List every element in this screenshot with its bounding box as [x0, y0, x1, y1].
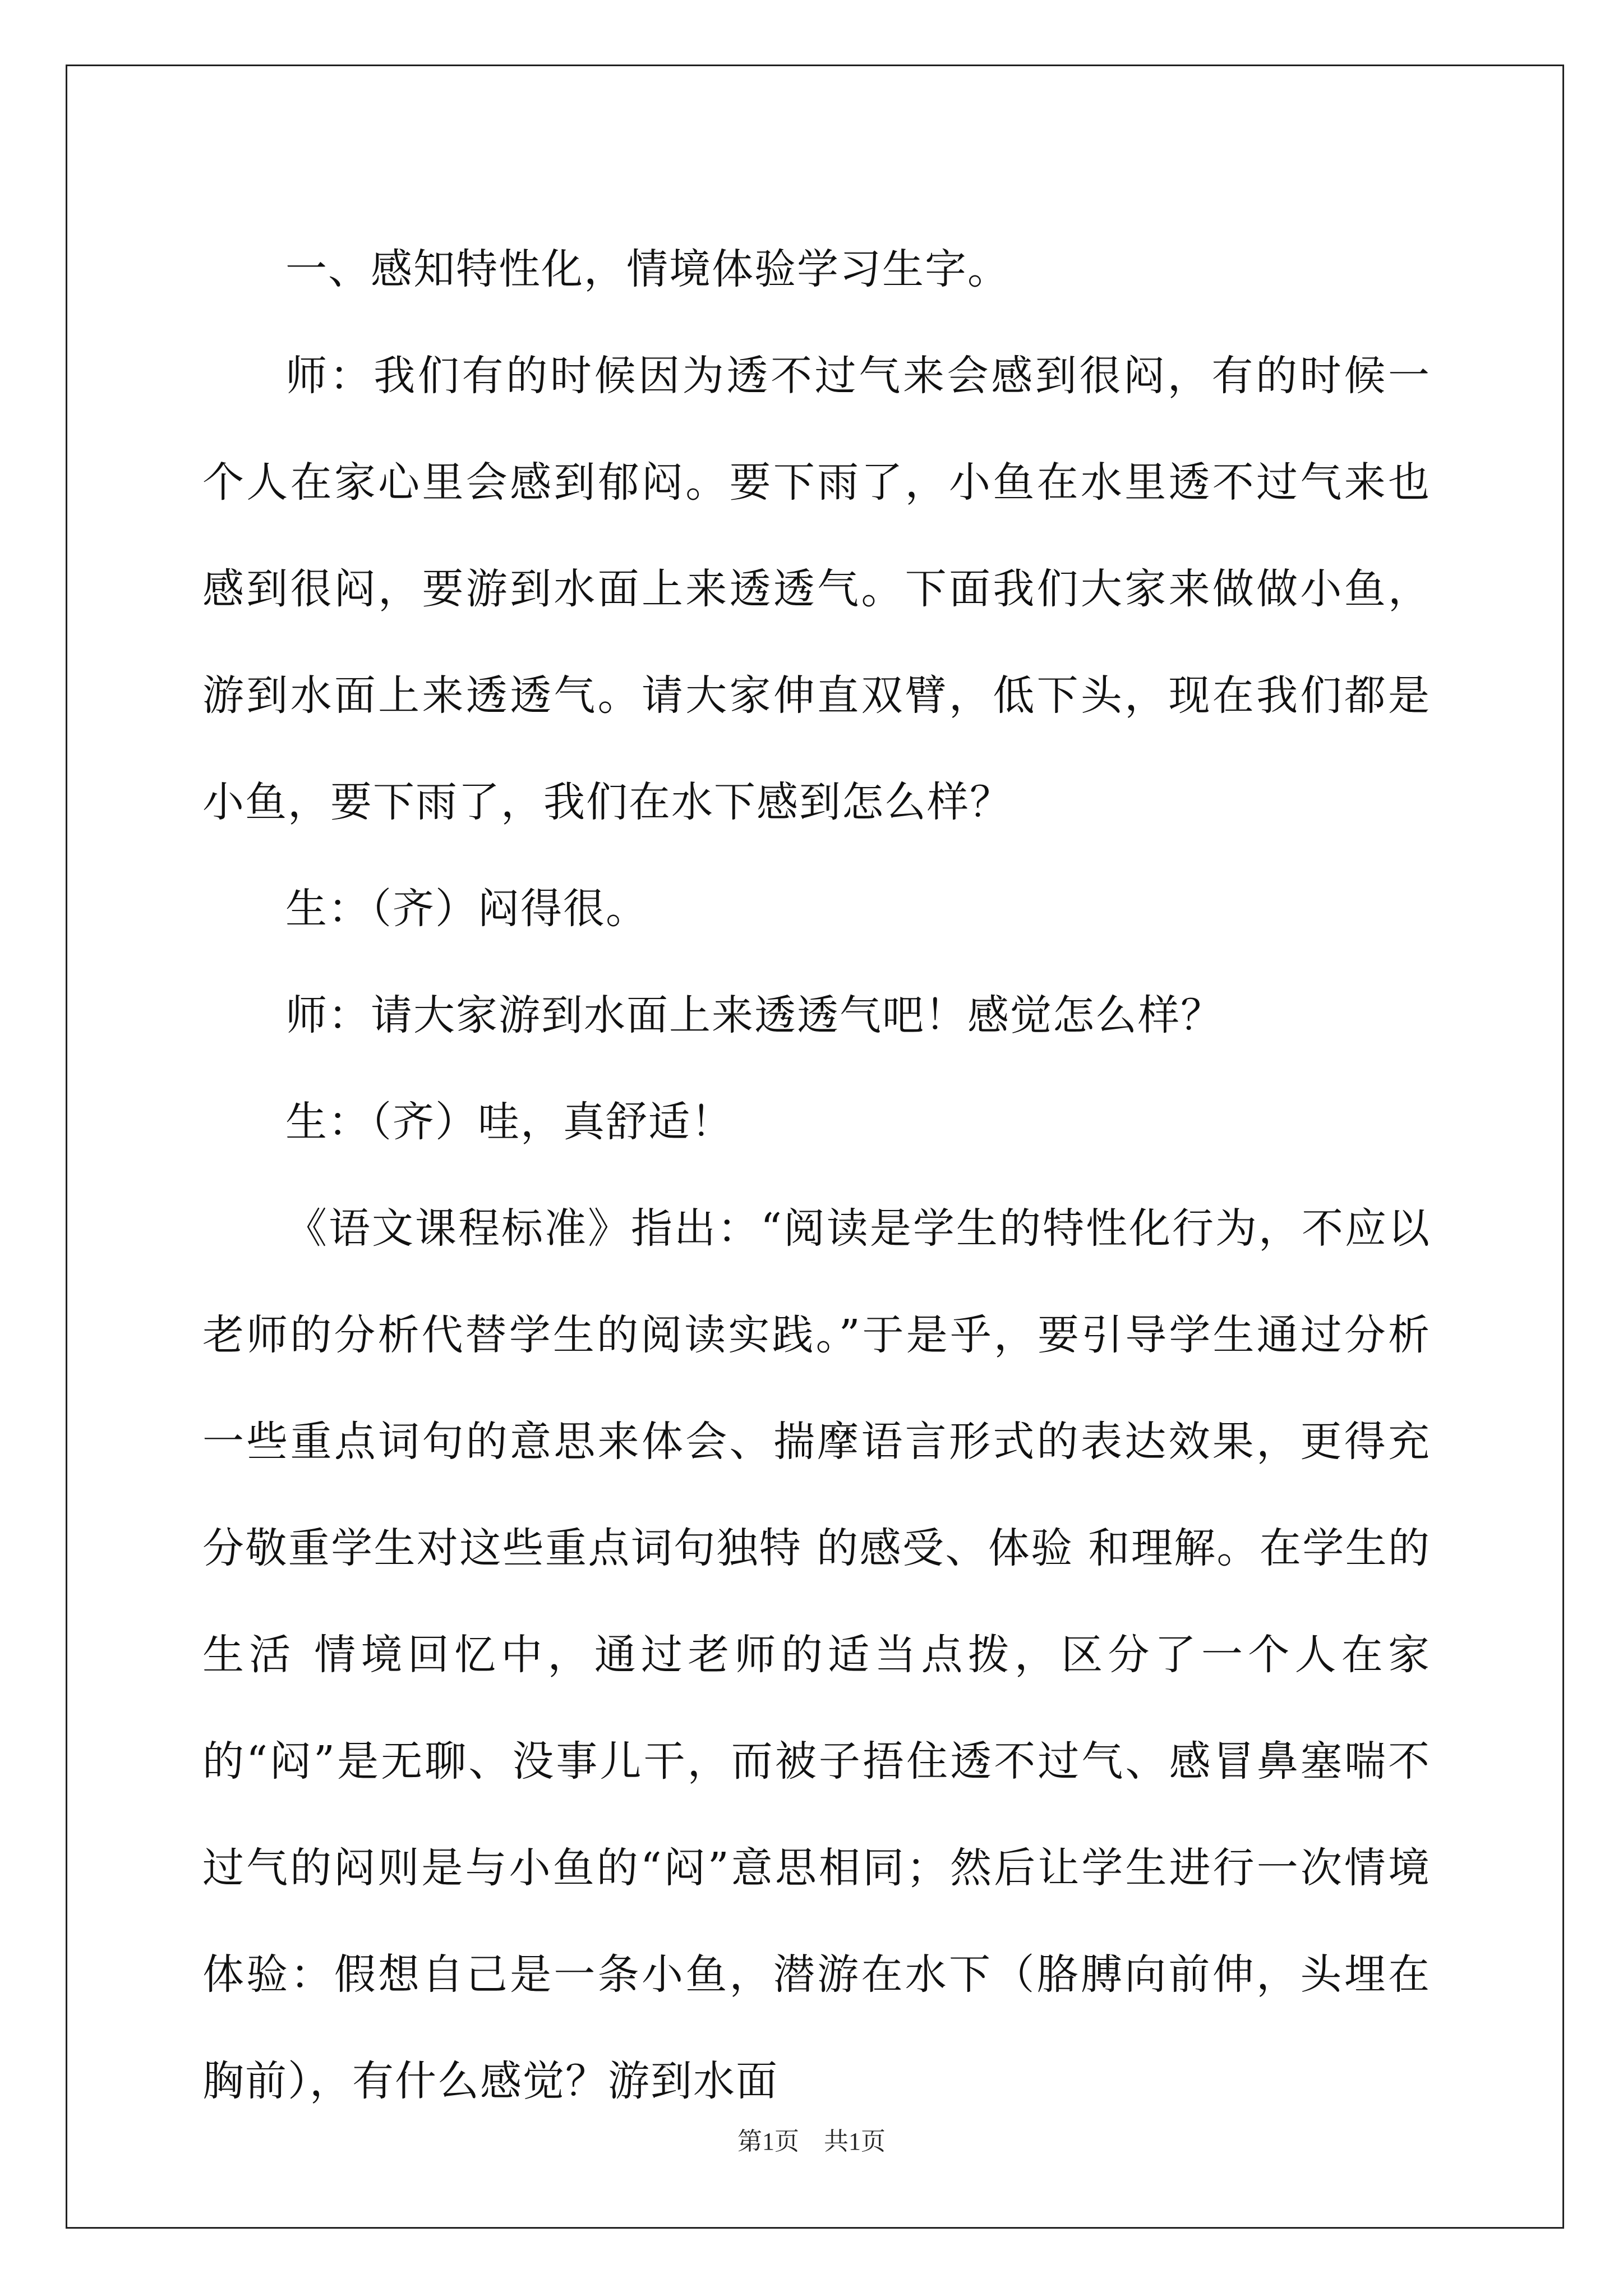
paragraph-teacher-question: 师：请大家游到水面上来透透气吧！感觉怎么样？	[285, 991, 1223, 1039]
paragraph-student-reply-1: 生：（齐）闷得很。	[285, 885, 648, 933]
paragraph-teacher-intro: 师：我们有的时候因为透不过气来会感到很闷，有的时候一个人在家心里会感到郁闷。要下雨了，小鱼在水里透不过气来也感到很闷，要游到水面上来透透气。下面我们大家来做做小鱼，游到水面上来透透气。请大家伸直双臂，低下头，现在我们都是小鱼，要下雨了，我们在水下感到怎么样？	[202, 352, 1431, 826]
page-number-footer: 第1页 共1页	[737, 2128, 886, 2155]
paragraph-student-reply-2: 生：（齐）哇，真舒适！	[285, 1098, 734, 1146]
paragraph-commentary: 《语文课程标准》指出：“阅读是学生的特性化行为，不应以老师的分析代替学生的阅读实践。”于是乎，要引导学生通过分析一些重点词句的意思来体会、揣摩语言形式的表达效果，更得充分敬重学生对这些重点词句独特 的感受、体验 和理解。在学生的生活 情境回忆中，通过老师的适当点拨，区分了一个人在家的“闷”是无聊、没事儿干，而被子捂住透不过气、感冒鼻塞喘不过气的闷则是与小鱼的“闷”意思相同；然后让学生进行一次情境体验：假想自己是一条小鱼，潜游在水下（胳膊向前伸，头埋在胸前），有什么感觉？游到水面	[202, 1204, 1431, 2105]
paragraph-heading: 一、感知特性化，情境体验学习生字。	[285, 245, 1010, 293]
document-body	[202, 216, 1431, 2134]
